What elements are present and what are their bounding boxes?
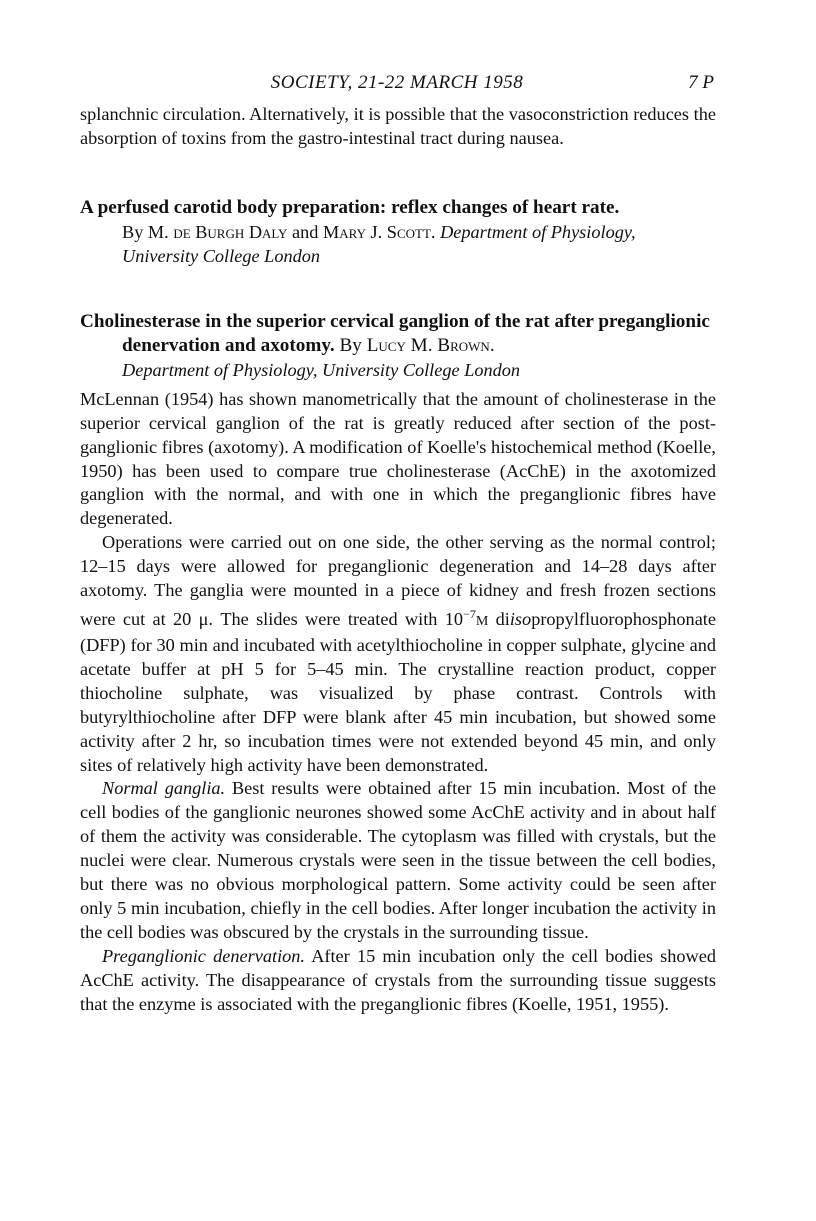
molar-unit: M xyxy=(475,614,489,630)
author-name: Lucy M. Brown. xyxy=(366,334,495,356)
exponent: −7 xyxy=(463,606,476,621)
abstract-byline xyxy=(80,220,716,268)
abstract-carotid-body xyxy=(80,196,716,268)
page-content xyxy=(80,103,716,1016)
iso-prefix: iso xyxy=(509,609,532,630)
paragraph-text: After 15 min incubation only the cell bodies showed AcChE activity. The disappearance of crystals from the surrounding tissue suggests that the enzyme is associated with the preganglionic fibres (Koelle, 1951, 1955). xyxy=(80,945,717,1014)
by-label: By xyxy=(122,221,144,242)
author-name: Mary J. Scott. xyxy=(323,221,436,242)
di-prefix: di xyxy=(495,609,510,630)
abstract-title xyxy=(80,310,716,358)
abstract-cholinesterase xyxy=(80,310,716,1017)
body-paragraph-1: McLennan (1954) has shown manometrically that the amount of cholinesterase in the superior cervical ganglion of the rat is greatly reduced after section of the post-ganglionic fibres (axotomy). A modification of Koelle's histochemical method (Koelle, 1950) has been used to compare true cholinesterase (AcChE) in the axotomized ganglion with the normal, and with one in which the preganglionic fibres have degenerated. xyxy=(80,388,716,529)
paragraph-text: Best results were obtained after 15 min incubation. Most of the cell bodies of the ganglionic neurones showed some AcChE activity and in about half of them the activity was considerable. The cytoplasm was filled with crystals, but the nuclei were clear. Numerous crystals were seen in the tissue between the cell bodies, but there was no obvious morphological pattern. Some activity could be seen after only 5 min incubation, chiefly in the cell bodies. After longer incubation the activity in the cell bodies was obscured by the crystals in the surrounding tissue. xyxy=(80,778,717,942)
abstract-title-text: Cholinesterase in the superior cervical ganglion of the rat after preganglionic denervation and axotomy. xyxy=(80,310,710,356)
page-number: 7 P xyxy=(688,72,714,93)
affiliation: Department of Physiology, University College London xyxy=(122,221,636,266)
abstract-title: A perfused carotid body preparation: reflex changes of heart rate. xyxy=(80,196,620,218)
running-header xyxy=(80,72,714,98)
affiliation: Department of Physiology, University College London xyxy=(122,359,521,380)
body-paragraph-3 xyxy=(80,777,716,944)
author-name: M. de Burgh Daly xyxy=(147,221,288,242)
running-title: SOCIETY, 21-22 MARCH 1958 xyxy=(270,72,524,93)
continuation-paragraph: splanchnic circulation. Alternatively, it is possible that the vasoconstriction reduces the absorption of toxins from the gastro-intestinal tract during nausea. xyxy=(80,104,716,148)
and-label: and xyxy=(292,221,319,242)
body-paragraph-2 xyxy=(80,531,716,777)
by-label: By xyxy=(339,334,362,356)
body-paragraph-4 xyxy=(80,945,716,1017)
section-heading: Preganglionic denervation. xyxy=(102,945,305,966)
abstract-byline xyxy=(339,335,494,356)
section-heading: Normal ganglia. xyxy=(102,778,226,799)
paragraph-text: propylfluorophosphonate (DFP) for 30 min and incubated with acetylthiocholine in copper sulphate, glycine and acetate buffer at pH 5 for 5–45 min. The crystalline reaction product, copper thiocholine sulphate, was visualized by phase contrast. Controls with butyrylthiocholine after DFP were blank after 45 min incubation, but showed some activity after 2 hr, so incubation times were not extended beyond 45 min, and only sites of relatively high activity have been demonstrated. xyxy=(80,609,716,775)
paragraph-text: Operations were carried out on one side, the other serving as the normal control; 12–15 days were allowed for preganglionic degeneration and 14–28 days after axotomy. The ganglia were mounted in a piece of kidney and fresh frozen sections were cut at 20 μ. The slides were treated with 10 xyxy=(80,532,716,630)
